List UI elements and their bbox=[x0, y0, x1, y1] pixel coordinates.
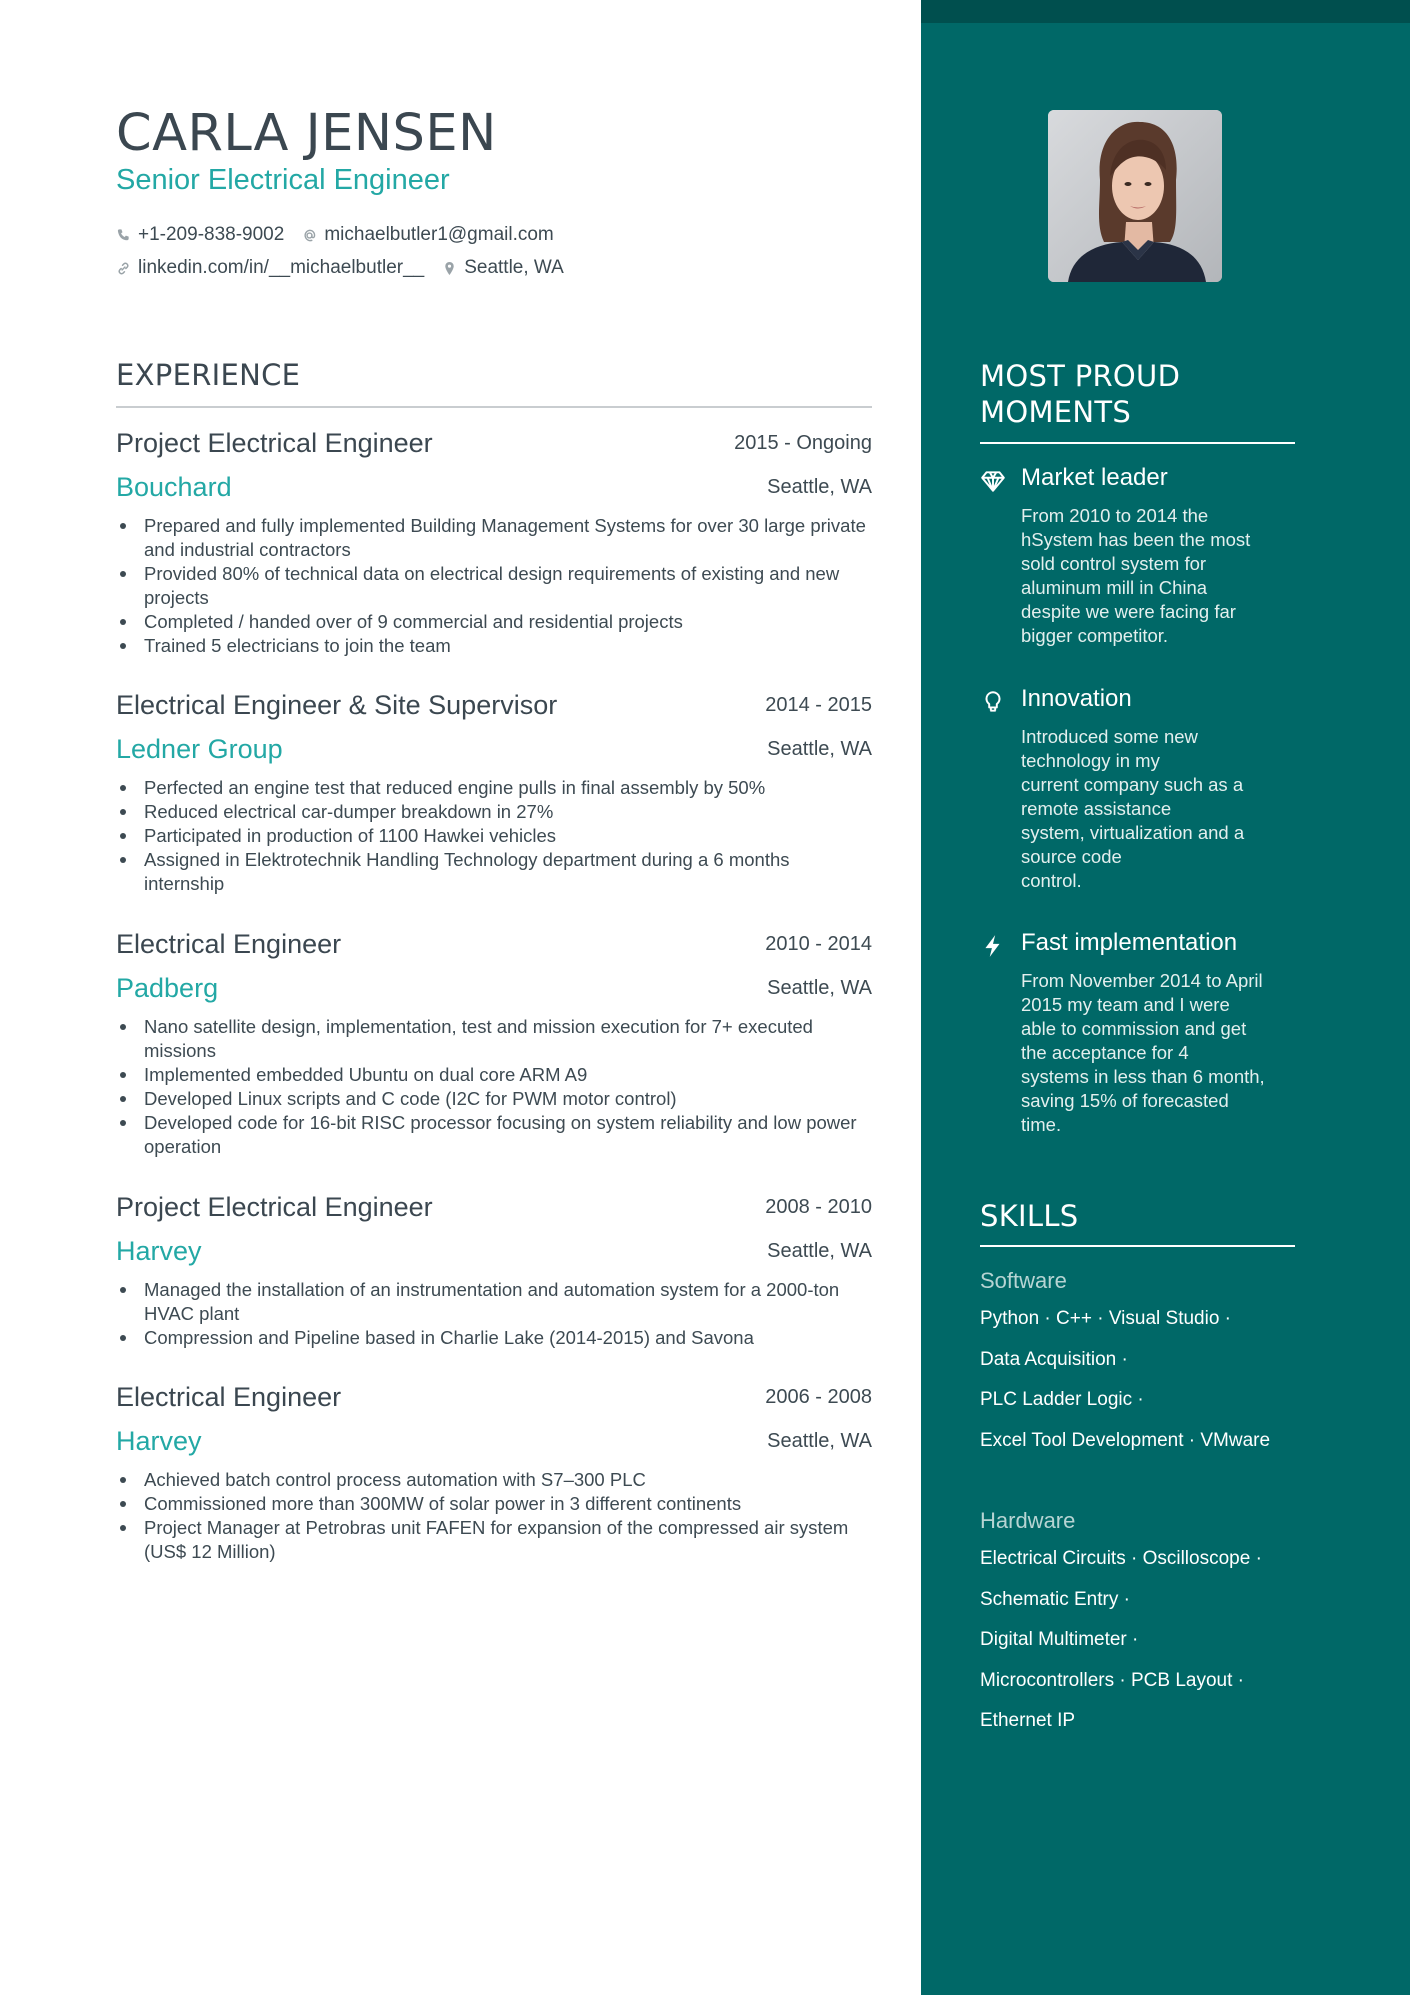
skills-divider bbox=[980, 1245, 1295, 1247]
job-company: Harvey bbox=[116, 1236, 202, 1266]
linkedin-text: linkedin.com/in/__michaelbutler__ bbox=[138, 257, 425, 278]
job-dates: 2006 - 2008 bbox=[765, 1386, 872, 1408]
job-location: Seattle, WA bbox=[767, 476, 872, 498]
job-role: Project Electrical Engineer bbox=[116, 1192, 433, 1222]
contact-email[interactable] bbox=[302, 224, 553, 246]
profile-photo bbox=[1048, 110, 1222, 282]
phone-icon bbox=[116, 228, 138, 243]
skill-line: Python · C++ · Visual Studio · bbox=[980, 1308, 1231, 1329]
job-company: Bouchard bbox=[116, 472, 232, 502]
job-bullet: Perfected an engine test that reduced engine pulls in final assembly by 50% bbox=[116, 776, 872, 800]
job-bullet: Implemented embedded Ubuntu on dual core ARM A9 bbox=[116, 1063, 872, 1087]
job-bullet: Provided 80% of technical data on electrical design requirements of existing and new projects bbox=[116, 562, 872, 610]
sidebar bbox=[921, 0, 1410, 1995]
skill-line: Excel Tool Development · VMware bbox=[980, 1430, 1271, 1451]
map-pin-icon bbox=[442, 261, 464, 276]
contact-location bbox=[442, 257, 564, 279]
sidebar-top-band bbox=[921, 0, 1410, 23]
contact-row-1 bbox=[116, 224, 572, 246]
experience-entry bbox=[116, 929, 872, 1159]
job-dates: 2010 - 2014 bbox=[765, 933, 872, 955]
moment-title: Market leader bbox=[1021, 464, 1168, 491]
job-bullet: Developed code for 16-bit RISC processor focusing on system reliability and low power operation bbox=[116, 1111, 872, 1159]
job-bullet: Participated in production of 1100 Hawkei vehicles bbox=[116, 824, 872, 848]
job-company: Padberg bbox=[116, 973, 219, 1003]
moment-description: From November 2014 to April 2015 my team and I were able to commission and get the acceptance for 4 systems in less than 6 month, saving 15% of forecasted time. bbox=[1021, 970, 1265, 1135]
job-bullet: Compression and Pipeline based in Charlie Lake (2014-2015) and Savona bbox=[116, 1326, 872, 1350]
contact-phone[interactable] bbox=[116, 224, 284, 246]
job-bullets bbox=[116, 776, 872, 896]
contact-row-2 bbox=[116, 257, 582, 279]
job-role: Electrical Engineer bbox=[116, 1382, 342, 1412]
lightbulb-icon bbox=[980, 689, 1006, 715]
contact-linkedin[interactable] bbox=[116, 257, 424, 279]
link-icon bbox=[116, 261, 138, 276]
job-location: Seattle, WA bbox=[767, 977, 872, 999]
email-text: michaelbutler1@gmail.com bbox=[324, 224, 554, 245]
job-bullets bbox=[116, 1468, 872, 1564]
job-bullets bbox=[116, 1278, 872, 1350]
job-bullets bbox=[116, 1015, 872, 1159]
job-bullet: Managed the installation of an instrumentation and automation system for a 2000-ton HVAC plant bbox=[116, 1278, 872, 1326]
experience-divider bbox=[116, 406, 872, 408]
at-sign-icon bbox=[302, 228, 324, 243]
experience-entry bbox=[116, 1192, 872, 1350]
job-dates: 2014 - 2015 bbox=[765, 694, 872, 716]
moment-title: Innovation bbox=[1021, 685, 1132, 712]
skill-line: Data Acquisition · bbox=[980, 1349, 1128, 1370]
job-bullet: Reduced electrical car-dumper breakdown in 27% bbox=[116, 800, 872, 824]
skill-line: Ethernet IP bbox=[980, 1710, 1076, 1731]
job-dates: 2015 - Ongoing bbox=[734, 432, 872, 454]
experience-entry bbox=[116, 690, 872, 896]
portrait-illustration bbox=[1048, 110, 1222, 282]
moment-description: From 2010 to 2014 the hSystem has been the most sold control system for aluminum mill in China despite we were facing far bigger competitor. bbox=[1021, 505, 1251, 646]
experience-entry bbox=[116, 1382, 872, 1564]
job-role: Project Electrical Engineer bbox=[116, 428, 433, 458]
job-role: Electrical Engineer & Site Supervisor bbox=[116, 690, 558, 720]
job-bullet: Nano satellite design, implementation, test and mission execution for 7+ executed missions bbox=[116, 1015, 872, 1063]
job-bullet: Commissioned more than 300MW of solar power in 3 different continents bbox=[116, 1492, 872, 1516]
job-bullet: Achieved batch control process automation with S7–300 PLC bbox=[116, 1468, 872, 1492]
job-company: Harvey bbox=[116, 1426, 202, 1456]
experience-entry bbox=[116, 428, 872, 658]
job-bullets bbox=[116, 514, 872, 658]
location-text: Seattle, WA bbox=[464, 257, 564, 278]
moments-divider bbox=[980, 442, 1295, 444]
moment-description: Introduced some new technology in my current company such as a remote assistance system, virtualization and a source code control. bbox=[1021, 726, 1245, 891]
job-bullet: Completed / handed over of 9 commercial and residential projects bbox=[116, 610, 872, 634]
moments-heading: MOST PROUD MOMENTS bbox=[980, 359, 1181, 429]
job-location: Seattle, WA bbox=[767, 738, 872, 760]
skill-line: Electrical Circuits · Oscilloscope · bbox=[980, 1548, 1262, 1569]
candidate-name: CARLA JENSEN bbox=[116, 104, 497, 163]
job-bullet: Developed Linux scripts and C code (I2C for PWM motor control) bbox=[116, 1087, 872, 1111]
skills-heading: SKILLS bbox=[980, 1199, 1079, 1233]
job-role: Electrical Engineer bbox=[116, 929, 342, 959]
lightning-icon bbox=[980, 933, 1006, 959]
job-bullet: Assigned in Elektrotechnik Handling Technology department during a 6 months internship bbox=[116, 848, 872, 896]
job-dates: 2008 - 2010 bbox=[765, 1196, 872, 1218]
job-location: Seattle, WA bbox=[767, 1430, 872, 1452]
job-location: Seattle, WA bbox=[767, 1240, 872, 1262]
moment-title: Fast implementation bbox=[1021, 929, 1238, 956]
skills-category-software: Software bbox=[980, 1268, 1067, 1293]
skill-line: Microcontrollers · PCB Layout · bbox=[980, 1670, 1244, 1691]
skill-line: Schematic Entry · bbox=[980, 1589, 1130, 1610]
skill-line: PLC Ladder Logic · bbox=[980, 1389, 1144, 1410]
phone-text: +1-209-838-9002 bbox=[138, 224, 285, 245]
job-bullet: Prepared and fully implemented Building Management Systems for over 30 large private and industrial contractors bbox=[116, 514, 872, 562]
skills-category-hardware: Hardware bbox=[980, 1508, 1076, 1533]
skill-line: Digital Multimeter · bbox=[980, 1629, 1139, 1650]
experience-heading: EXPERIENCE bbox=[116, 358, 301, 392]
job-bullet: Project Manager at Petrobras unit FAFEN for expansion of the compressed air system (US$ 12 Million) bbox=[116, 1516, 872, 1564]
diamond-icon bbox=[980, 468, 1006, 494]
candidate-title: Senior Electrical Engineer bbox=[116, 164, 450, 196]
job-company: Ledner Group bbox=[116, 734, 283, 764]
job-bullet: Trained 5 electricians to join the team bbox=[116, 634, 872, 658]
